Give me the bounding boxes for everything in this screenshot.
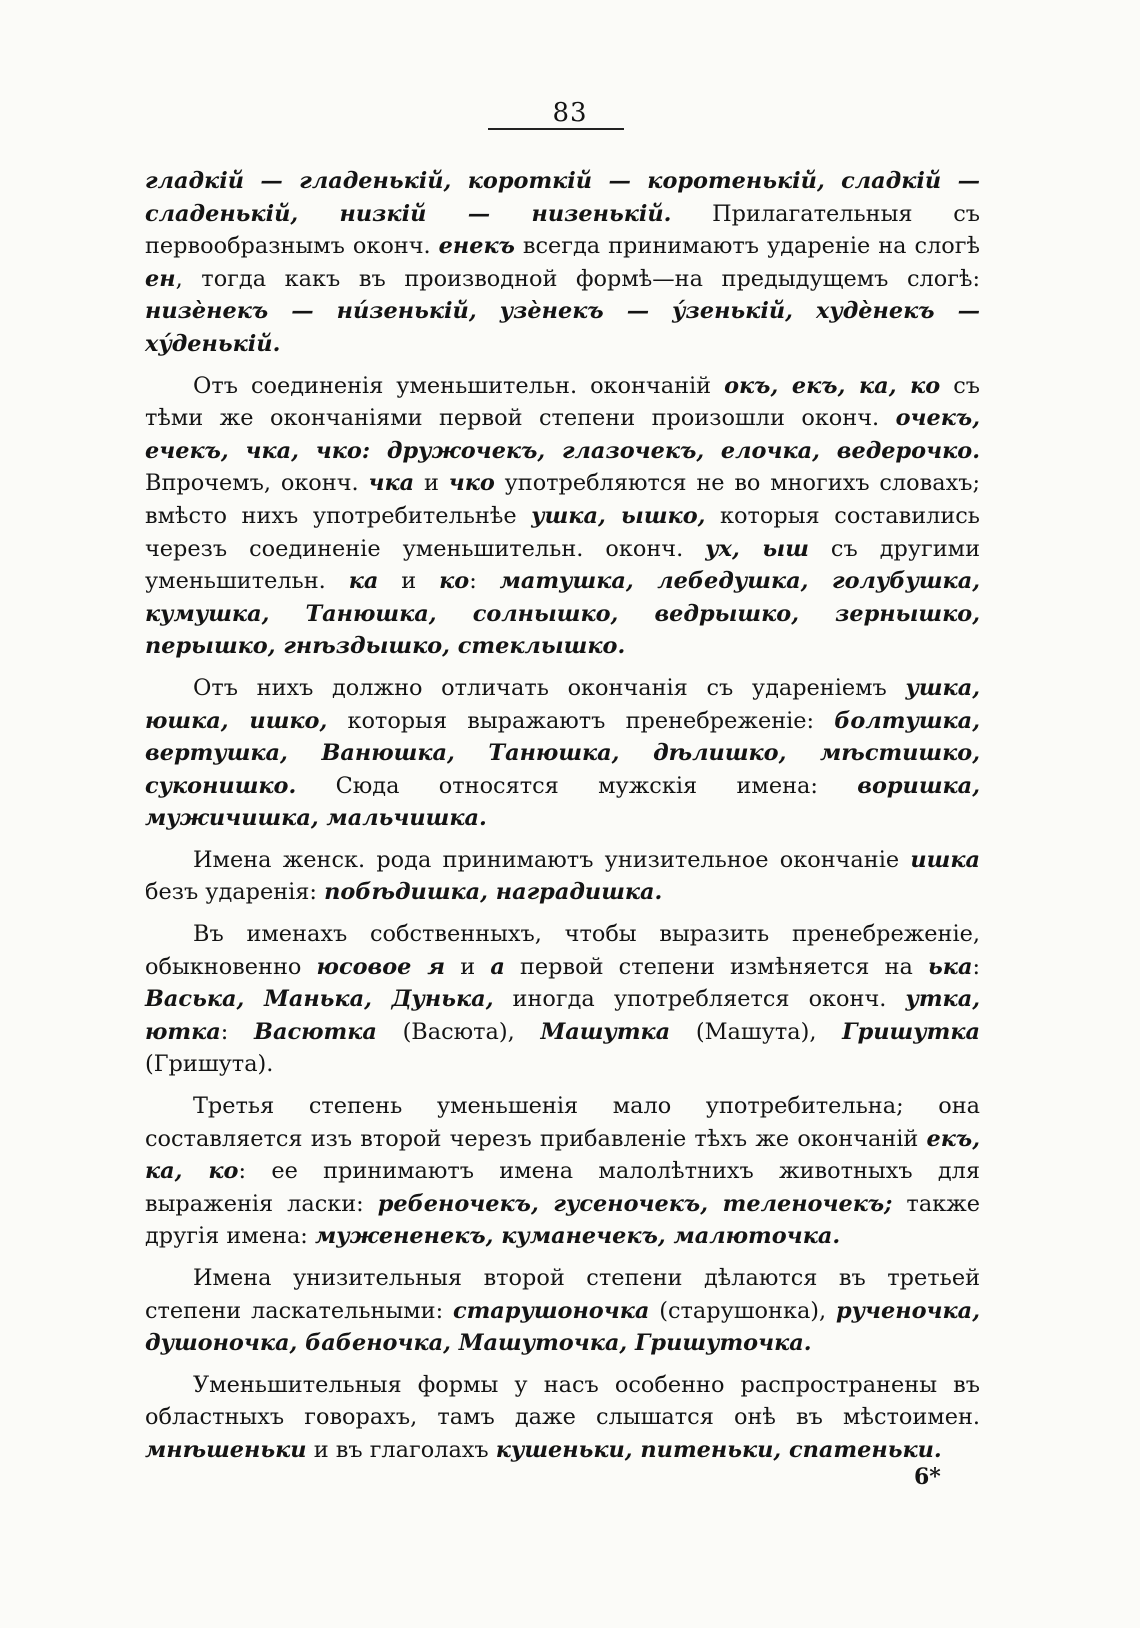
example-words: Васька, Манька, Дунька, bbox=[145, 986, 494, 1013]
body-text bbox=[145, 165, 980, 1476]
text-run: (Гришута). bbox=[145, 1051, 274, 1078]
text-run: Имена унизительныя второй степени дѣлаются въ третьей степени ласкательными: bbox=[145, 1265, 980, 1324]
text-run: Отъ соединенія уменьшительн. окончаній bbox=[193, 372, 725, 399]
example-words: ишка bbox=[910, 846, 980, 873]
text-run: и bbox=[414, 470, 449, 497]
text-run: также другія имена: bbox=[145, 1190, 981, 1250]
paragraph-1 bbox=[145, 165, 980, 361]
text-run: : bbox=[469, 568, 500, 595]
example-words: старушоночка bbox=[452, 1297, 650, 1324]
text-run: иногда употребляется оконч. bbox=[493, 986, 906, 1013]
example-words: ко bbox=[439, 568, 470, 595]
example-words: воришка, мужичишка, мальчишка. bbox=[145, 772, 980, 832]
text-run: съ тѣми же окончаніями первой степени произошли оконч. bbox=[145, 372, 980, 432]
example-words: гладкій — гладенькій, короткій — коротенькій, сладкій — сладенькій, низкій — низенькій. bbox=[145, 168, 980, 227]
example-words: Гришутка bbox=[842, 1018, 980, 1045]
text-run: и bbox=[378, 568, 440, 595]
text-run: (Машута), bbox=[670, 1018, 843, 1045]
page-number: 83 bbox=[552, 98, 588, 128]
example-words: юсовое я bbox=[316, 953, 446, 980]
paragraph-4 bbox=[145, 844, 980, 909]
text-run: Отъ нихъ должно отличать окончанія съ удареніемъ bbox=[193, 674, 906, 701]
paragraph-2 bbox=[145, 370, 980, 663]
example-words: чко bbox=[448, 470, 495, 497]
text-run: (Васюта), bbox=[376, 1018, 541, 1045]
text-run: Сюда относятся мужскія имена: bbox=[296, 772, 858, 799]
printer-signature-mark: 6* bbox=[914, 1464, 941, 1490]
paragraph-5 bbox=[145, 918, 980, 1081]
example-words: ушка, ышко, bbox=[531, 502, 706, 529]
example-words: мужененекъ, куманечекъ, малюточка. bbox=[314, 1223, 841, 1250]
text-run: : bbox=[220, 1018, 255, 1045]
text-run: и въ глаголахъ bbox=[306, 1436, 496, 1463]
example-words: ух, ыш bbox=[705, 535, 809, 562]
text-run: которыя выражаютъ пренебреженіе: bbox=[327, 707, 835, 734]
example-words: очекъ, ечекъ, чка, чко: дружочекъ, глазочекъ, елочка, ведерочко. bbox=[145, 405, 980, 464]
example-words: кушеньки, питеньки, спатеньки. bbox=[495, 1436, 942, 1463]
paragraph-8 bbox=[145, 1369, 980, 1467]
example-words: Машутка bbox=[540, 1018, 671, 1045]
text-run: (старушонка), bbox=[649, 1297, 836, 1324]
text-run: употребляются не во многихъ словахъ; вмѣсто нихъ употребительнѣе bbox=[145, 470, 980, 529]
text-run: которыя составились черезъ соединеніе уменьшительн. оконч. bbox=[145, 502, 980, 562]
example-words: мнѣшеньки bbox=[145, 1436, 307, 1463]
example-words: побѣдишка, наградишка. bbox=[324, 879, 663, 906]
text-run: всегда принимаютъ удареніе на слогѣ bbox=[514, 233, 981, 260]
example-words: окъ, екъ, ка, ко bbox=[724, 372, 941, 399]
text-run: Впрочемъ, оконч. bbox=[145, 470, 369, 497]
example-words: чка bbox=[368, 470, 415, 497]
example-words: Васютка bbox=[254, 1018, 377, 1045]
example-words: а bbox=[490, 953, 505, 980]
text-run: и bbox=[445, 953, 491, 980]
text-run: Прилагательныя съ первообразнымъ оконч. bbox=[145, 200, 980, 260]
text-run: Въ именахъ собственныхъ, чтобы выразить пренебреженіе, обыкновенно bbox=[145, 921, 980, 980]
example-words: низѐнекъ — ни́зенькій, узѐнекъ — у́зенькій, худѐнекъ — ху́денькій. bbox=[145, 298, 980, 357]
paragraph-6 bbox=[145, 1090, 980, 1253]
text-run: Уменьшительныя формы у насъ особенно распространены въ областныхъ говорахъ, тамъ даже слышатся онѣ въ мѣстоимен. bbox=[145, 1371, 980, 1431]
paragraph-7 bbox=[145, 1262, 980, 1360]
example-words: екъ, ка, ко bbox=[145, 1125, 980, 1185]
text-run: , тогда какъ въ производной формѣ—на предыдущемъ слогѣ: bbox=[175, 265, 980, 292]
header-rule bbox=[488, 128, 624, 130]
example-words: болтушка, вертушка, Ванюшка, Танюшка, дѣлишко, мѣстишко, суконишко. bbox=[145, 707, 980, 799]
text-run: съ другими уменьшительн. bbox=[145, 535, 980, 595]
text-run: : bbox=[972, 953, 981, 980]
text-run: Имена женск. рода принимаютъ унизительное окончаніе bbox=[193, 846, 911, 873]
text-run: безъ ударенія: bbox=[145, 879, 325, 906]
example-words: ушка, юшка, ишко, bbox=[145, 674, 980, 734]
example-words: ребеночекъ, гусеночекъ, теленочекъ; bbox=[377, 1190, 893, 1217]
example-words: ен bbox=[145, 265, 176, 292]
example-words: ка bbox=[348, 568, 379, 595]
example-words: енекъ bbox=[438, 233, 515, 260]
text-run: первой степени измѣняется на bbox=[504, 953, 929, 980]
example-words: матушка, лебедушка, голубушка, кумушка, Танюшка, солнышко, ведрышко, зернышко, перышко, гнѣздышко, стеклышко. bbox=[145, 568, 980, 660]
example-words: ька bbox=[928, 953, 973, 980]
paragraph-3 bbox=[145, 672, 980, 835]
text-run: : ее принимаютъ имена малолѣтнихъ животныхъ для выраженія ласки: bbox=[145, 1158, 980, 1217]
example-words: утка, ютка bbox=[145, 986, 980, 1045]
example-words: рученочка, душоночка, бабеночка, Машуточка, Гришуточка. bbox=[145, 1297, 980, 1357]
text-run: Третья степень уменьшенія мало употребительна; она составляется изъ второй черезъ прибавленіе тѣхъ же окончаній bbox=[145, 1093, 980, 1152]
